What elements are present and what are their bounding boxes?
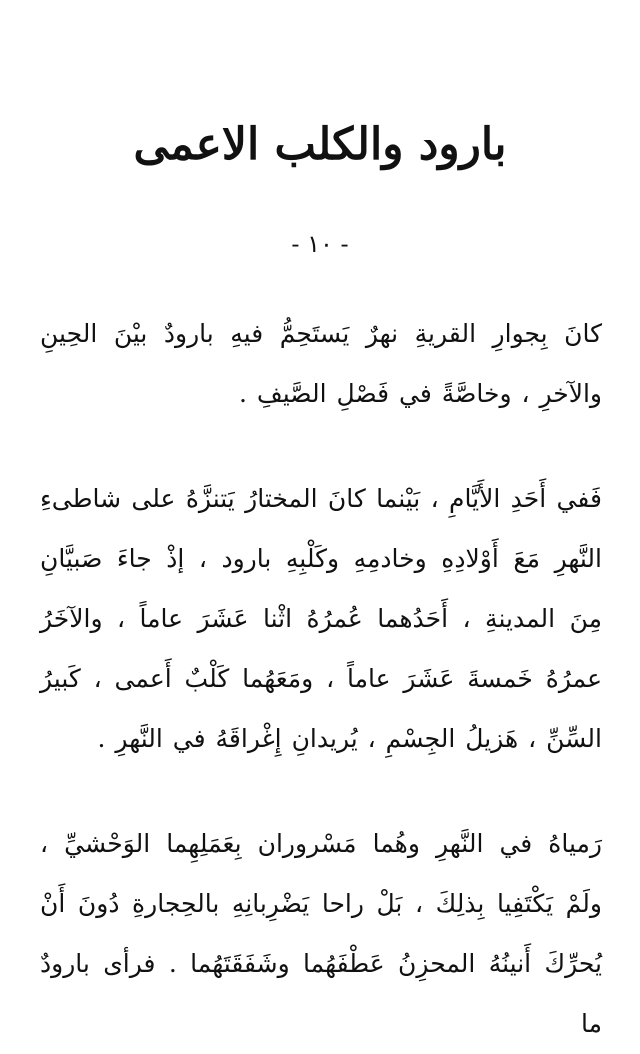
chapter-body [40,304,602,1054]
chapter-title: بارود والكلب الاعمى [133,119,507,170]
chapter-number: - ١٠ - [291,230,349,258]
paragraph-2: فَفي أَحَدِ الأَيَّامِ ، بَيْنما كانَ المختارُ يَتنزَّهُ على شاطىءِ النَّهرِ مَعَ أَوْلادِهِ وخادمِهِ وكَلْبِهِ بارود ، إذْ جاءَ صَبيَّانِ مِنَ المدينةِ ، أَحَدُهما عُمرُهُ اثْنا عَشَرَ عاماً ، والآخَرُ عمرُهُ خَمسةَ عَشَرَ عاماً ، ومَعَهُما كَلْبٌ أَعمى ، كَبيرُ السِّنِّ ، هَزيلُ الجِسْمِ ، يُريدانِ إِغْراقَهُ في النَّهرِ . [40,484,602,753]
paragraph-1: كانَ بِجوارِ القريةِ نهرٌ يَستَحِمُّ فيهِ بارودٌ بيْنَ الحِينِ والآخرِ ، وخاصَّةً في فَصْلِ الصَّيفِ . [40,319,602,408]
paragraph-3: رَمياهُ في النَّهرِ وهُما مَسْروران بِعَمَلِهِما الوَحْشيِّ ، ولَمْ يَكْتَفِيا بِذلِكَ ، بَلْ راحا يَضْرِبانِهِ بالحِجارةِ دُونَ أَنْ يُحرِّكَ أَنينُهُ المحزِنُ عَطْفَهُما وشَفَقَتَهُما . فرأى بارودٌ ما [40,829,602,1038]
